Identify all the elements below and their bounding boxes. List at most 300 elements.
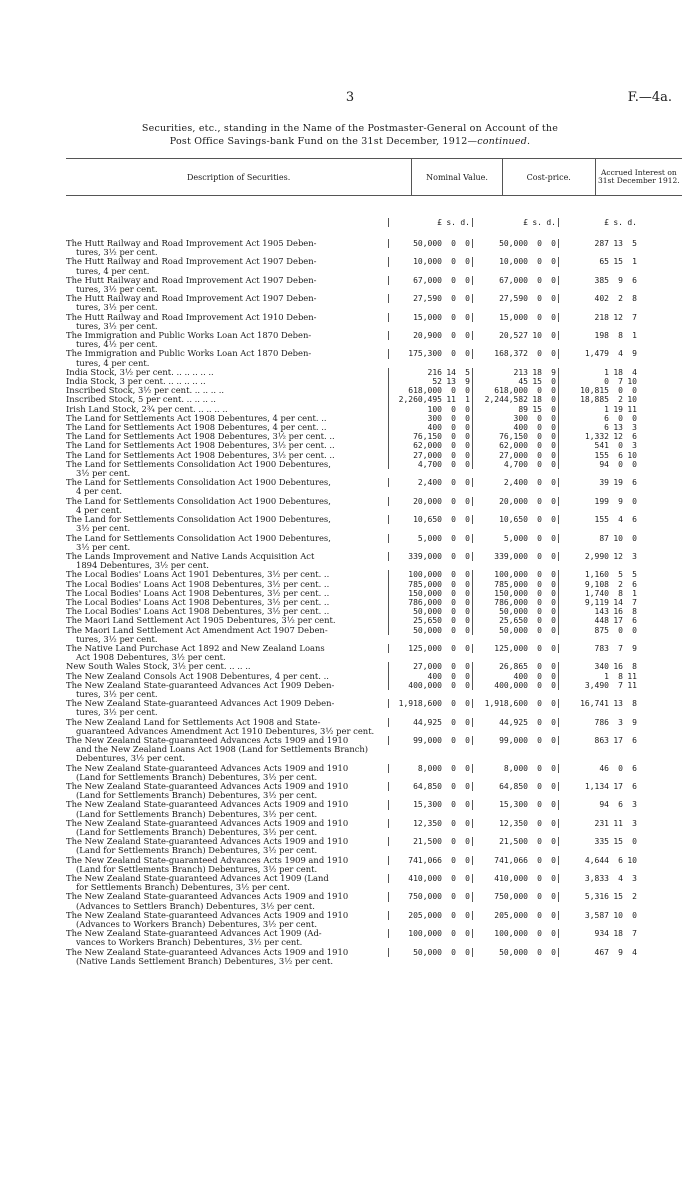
table-row (66, 782, 682, 800)
cost-price-pounds: 400 (513, 671, 528, 681)
accrued-interest-pounds: 2,990 (584, 551, 609, 561)
nominal-value-pence: 0 (465, 275, 470, 285)
nominal-value-shillings: 0 (451, 763, 456, 773)
cost-price-pence: 0 (551, 294, 556, 304)
accrued-interest (558, 580, 639, 589)
cost-price-shillings: 0 (537, 570, 542, 580)
cost-price (472, 460, 558, 469)
accrued-interest-shillings: 4 (618, 515, 623, 525)
cost-price-shillings: 0 (537, 312, 542, 322)
accrued-interest-shillings: 6 (618, 450, 623, 460)
accrued-interest-pounds: 5,316 (584, 892, 609, 902)
cost-price-pounds: 50,000 (499, 239, 528, 248)
accrued-interest (558, 672, 639, 681)
accrued-interest (558, 856, 639, 865)
nominal-value-shillings: 0 (451, 892, 456, 902)
table-header (66, 158, 682, 196)
cost-price (472, 276, 558, 285)
cost-price-shillings: 0 (537, 579, 542, 589)
description-continuation: tures, 3½ per cent. (76, 247, 158, 258)
accrued-interest (558, 294, 639, 303)
nominal-value (388, 331, 472, 340)
nominal-value (388, 819, 472, 828)
cost-price-pounds: 67,000 (499, 275, 528, 285)
accrued-interest-pounds: 402 (594, 294, 609, 304)
accrued-interest (558, 892, 639, 901)
nominal-value-pence: 0 (465, 597, 470, 607)
nominal-value-shillings: 0 (451, 423, 456, 433)
cost-price-pence: 0 (551, 699, 556, 709)
accrued-interest-shillings: 0 (618, 441, 623, 451)
accrued-interest-pounds: 155 (594, 450, 609, 460)
cost-price-shillings: 0 (537, 441, 542, 451)
accrued-interest-pence: 0 (632, 625, 637, 635)
accrued-interest-pounds: 934 (594, 929, 609, 939)
table-row (66, 800, 682, 818)
nominal-value-shillings: 0 (451, 717, 456, 727)
nominal-value (388, 892, 472, 901)
nominal-value (388, 681, 472, 690)
security-description (66, 331, 388, 349)
nominal-value-pence: 9 (465, 377, 470, 387)
table-row (66, 699, 682, 717)
accrued-interest (558, 276, 639, 285)
cost-price-shillings: 0 (537, 533, 542, 543)
nominal-value-pounds: 300 (427, 413, 442, 423)
cost-price-shillings: 0 (537, 892, 542, 902)
nominal-value-shillings: 0 (451, 588, 456, 598)
security-description (66, 699, 388, 717)
cost-price-shillings: 15 (532, 404, 542, 414)
table-row (66, 892, 682, 910)
nominal-value-shillings: 0 (451, 570, 456, 580)
accrued-interest-pounds: 18,885 (580, 395, 609, 405)
accrued-interest (558, 497, 639, 506)
cost-price-shillings: 0 (537, 349, 542, 359)
cost-price-pence: 0 (551, 404, 556, 414)
cost-price (472, 607, 558, 616)
description-line: The Hutt Railway and Road Improvement Act 1910 Deben- (66, 312, 317, 322)
accrued-interest-shillings: 12 (613, 551, 623, 561)
cost-price-pence: 0 (551, 855, 556, 865)
description-continuation: 3½ per cent. (76, 468, 131, 479)
nominal-value-pounds: 8,000 (417, 763, 442, 773)
nominal-value-pounds: 99,000 (413, 735, 442, 745)
cost-price-pence: 0 (551, 459, 556, 469)
cost-price-pence: 0 (551, 735, 556, 745)
nominal-value-pence: 0 (465, 892, 470, 902)
cost-price (472, 948, 558, 957)
accrued-interest (558, 948, 639, 957)
nominal-value-pounds: 5,000 (417, 533, 442, 543)
cost-price-pounds: 21,500 (499, 837, 528, 847)
cost-price-pounds: 50,000 (499, 625, 528, 635)
description-continuation: tures, 3½ per cent. (76, 302, 158, 313)
nominal-value-pounds: 50,000 (413, 607, 442, 617)
description-line: The New Zealand State-guaranteed Advances Acts 1909 and 1910 (66, 837, 349, 847)
security-description (66, 294, 388, 312)
nominal-value-pounds: 44,925 (413, 717, 442, 727)
description-line: Irish Land Stock, 2¾ per cent. .. .. .. .. (66, 404, 228, 414)
description-line: The Lands Improvement and Native Lands Acquisition Act (66, 551, 315, 561)
nominal-value-pounds: 750,000 (408, 892, 442, 902)
accrued-interest (558, 662, 639, 671)
nominal-value-shillings: 0 (451, 874, 456, 884)
nominal-value-shillings: 0 (451, 607, 456, 617)
cost-price (472, 377, 558, 386)
accrued-interest-pence: 8 (632, 662, 637, 672)
table-row (66, 534, 682, 552)
description-continuation: vances to Workers Branch) Debentures, 3½ per cent. (76, 937, 303, 948)
cost-price-pounds: 62,000 (499, 441, 528, 451)
accrued-interest (558, 331, 639, 340)
cost-price-shillings: 0 (537, 717, 542, 727)
security-description (66, 948, 388, 966)
nominal-value-shillings: 0 (451, 533, 456, 543)
cost-price-pounds: 26,865 (499, 662, 528, 672)
cost-price (472, 331, 558, 340)
cost-price-pence: 0 (551, 800, 556, 810)
accrued-interest-pence: 5 (632, 239, 637, 248)
cost-price-shillings: 0 (537, 643, 542, 653)
nominal-value-shillings: 0 (451, 579, 456, 589)
security-description (66, 349, 388, 367)
nominal-value-shillings: 0 (451, 496, 456, 506)
nominal-value-shillings: 0 (451, 551, 456, 561)
cost-price (472, 294, 558, 303)
accrued-interest-shillings: 13 (613, 423, 623, 433)
security-description (66, 478, 388, 496)
cost-price-pounds: 125,000 (494, 643, 528, 653)
cost-price (472, 589, 558, 598)
nominal-value (388, 662, 472, 671)
cost-price-shillings: 0 (537, 459, 542, 469)
accrued-interest-pence: 8 (632, 607, 637, 617)
description-line: The Maori Land Settlement Act 1905 Debentures, 3½ per cent. (66, 616, 336, 626)
nominal-value (388, 736, 472, 745)
accrued-interest (558, 874, 639, 883)
unit-pence: d. (627, 218, 637, 227)
accrued-interest-pounds: 1 (604, 404, 609, 414)
nominal-value-pence: 0 (465, 947, 470, 957)
unit-shilling: s. (613, 218, 623, 227)
description-line: The Local Bodies' Loans Act 1908 Debentures, 3½ per cent. .. (66, 579, 330, 589)
cost-price-shillings: 0 (537, 625, 542, 635)
description-continuation: (Land for Settlements Branch) Debentures, 3½ per cent. (76, 790, 318, 801)
description-line: The New Zealand State-guaranteed Advances Acts 1909 and 1910 (66, 800, 349, 810)
accrued-interest-pounds: 39 (599, 478, 609, 488)
accrued-interest-shillings: 7 (618, 377, 623, 387)
cost-price-pence: 0 (551, 386, 556, 396)
table-row (66, 432, 682, 441)
table-row (66, 589, 682, 598)
nominal-value (388, 432, 472, 441)
table-row (66, 395, 682, 404)
security-description (66, 736, 388, 764)
cost-price (472, 892, 558, 901)
accrued-interest-pence: 6 (632, 763, 637, 773)
security-description (66, 580, 388, 589)
table-row (66, 331, 682, 349)
cost-price-pounds: 400 (513, 423, 528, 433)
accrued-interest-pounds: 199 (594, 496, 609, 506)
accrued-interest-pounds: 4,644 (584, 855, 609, 865)
accrued-interest-shillings: 19 (613, 404, 623, 414)
accrued-interest (558, 441, 639, 450)
cost-price-pence: 0 (551, 929, 556, 939)
cost-price-shillings: 10 (532, 331, 542, 341)
accrued-interest-pence: 3 (632, 874, 637, 884)
accrued-interest-pence: 11 (627, 671, 637, 681)
table-row (66, 874, 682, 892)
accrued-interest-pounds: 1,740 (584, 588, 609, 598)
nominal-value (388, 414, 472, 423)
description-continuation: (Land for Settlements Branch) Debentures, 3½ per cent. (76, 827, 318, 837)
header-cost: Cost-price. (502, 159, 595, 196)
nominal-value-shillings: 0 (451, 294, 456, 304)
accrued-interest-pence: 9 (632, 643, 637, 653)
accrued-interest-pence: 6 (632, 616, 637, 626)
description-line: The Local Bodies' Loans Act 1908 Debentures, 3½ per cent. .. (66, 588, 330, 598)
table-row (66, 580, 682, 589)
description-continuation: tures, 3½ per cent. (76, 707, 158, 718)
accrued-interest-pence: 3 (632, 818, 637, 828)
cost-price-shillings: 0 (537, 413, 542, 423)
nominal-value-pounds: 339,000 (408, 551, 442, 561)
accrued-interest-shillings: 8 (618, 588, 623, 598)
accrued-interest-pounds: 155 (594, 515, 609, 525)
table-row (66, 626, 682, 644)
nominal-value (388, 313, 472, 322)
cost-price (472, 662, 558, 671)
nominal-value-shillings: 0 (451, 680, 456, 690)
cost-price-shillings: 0 (537, 515, 542, 525)
description-line: The Land for Settlements Act 1908 Debentures, 3½ per cent. .. (66, 441, 335, 451)
accrued-interest (558, 644, 639, 653)
security-description (66, 837, 388, 855)
cost-price (472, 239, 558, 248)
header-accrued: Accrued Interest on 31st December 1912. (595, 159, 682, 196)
accrued-interest-pence: 6 (632, 432, 637, 442)
nominal-value-pence: 0 (465, 515, 470, 525)
cost-price-pounds: 89 (518, 404, 528, 414)
accrued-interest-pounds: 335 (594, 837, 609, 847)
accrued-interest-pounds: 1 (604, 367, 609, 377)
cost-price (472, 699, 558, 708)
cost-price-pence: 0 (551, 837, 556, 847)
cost-price-shillings: 0 (537, 551, 542, 561)
cost-price-pence: 0 (551, 496, 556, 506)
description-line: The Immigration and Public Works Loan Act 1870 Deben- (66, 349, 312, 359)
accrued-interest-pence: 11 (627, 680, 637, 690)
cost-price-pounds: 2,400 (503, 478, 528, 488)
cost-price (472, 386, 558, 395)
accrued-interest (558, 929, 639, 938)
nominal-value-shillings: 0 (451, 275, 456, 285)
accrued-interest-shillings: 17 (613, 735, 623, 745)
nominal-value-shillings: 0 (451, 910, 456, 920)
accrued-interest-pounds: 218 (594, 312, 609, 322)
cost-price (472, 580, 558, 589)
accrued-interest-pence: 7 (632, 929, 637, 939)
accrued-interest-pence: 10 (627, 377, 637, 387)
nominal-value-shillings: 0 (451, 699, 456, 709)
nominal-value-pence: 0 (465, 763, 470, 773)
nominal-value-pounds: 100 (427, 404, 442, 414)
cost-price (472, 570, 558, 579)
nominal-value (388, 589, 472, 598)
cost-price-pounds: 741,066 (494, 855, 528, 865)
cost-price-pounds: 100,000 (494, 570, 528, 580)
accrued-interest-pence: 1 (632, 588, 637, 598)
nominal-value (388, 616, 472, 625)
nominal-value (388, 377, 472, 386)
table-row (66, 607, 682, 616)
nominal-value-shillings: 0 (451, 929, 456, 939)
description-line: The New Zealand Land for Settlements Act 1908 and State- (66, 717, 321, 727)
accrued-interest-pence: 0 (632, 533, 637, 543)
nominal-value (388, 368, 472, 377)
cost-price-pounds: 15,300 (499, 800, 528, 810)
description-line: The New Zealand State-guaranteed Advances Act 1909 (Land (66, 874, 329, 884)
accrued-interest (558, 782, 639, 791)
page-title (40, 122, 660, 148)
nominal-value-pounds: 785,000 (408, 579, 442, 589)
security-description (66, 497, 388, 515)
nominal-value-shillings: 0 (451, 616, 456, 626)
accrued-interest-pounds: 46 (599, 763, 609, 773)
nominal-value-pounds: 27,000 (413, 450, 442, 460)
cost-price-pence: 0 (551, 432, 556, 442)
accrued-interest-pounds: 9,108 (584, 579, 609, 589)
table-row (66, 515, 682, 533)
table-row (66, 377, 682, 386)
accrued-interest-pence: 8 (632, 699, 637, 709)
header-nominal: Nominal Value. (412, 159, 503, 196)
accrued-interest-pence: 7 (632, 312, 637, 322)
accrued-interest-shillings: 18 (613, 929, 623, 939)
accrued-interest-shillings: 15 (613, 892, 623, 902)
description-line: The New Zealand State-guaranteed Advances Act 1909 Deben- (66, 699, 335, 709)
cost-price-pence: 0 (551, 349, 556, 359)
cost-price (472, 451, 558, 460)
nominal-value (388, 699, 472, 708)
description-line: The New Zealand State-guaranteed Advances Acts 1909 and 1910 (66, 855, 349, 865)
security-description (66, 368, 388, 377)
cost-price-shillings: 18 (532, 367, 542, 377)
cost-price (472, 718, 558, 727)
accrued-interest-pence: 2 (632, 892, 637, 902)
nominal-value-pounds: 410,000 (408, 874, 442, 884)
accrued-interest (558, 377, 639, 386)
table-row (66, 349, 682, 367)
nominal-value (388, 837, 472, 846)
cost-price (472, 911, 558, 920)
cost-price-shillings: 0 (537, 855, 542, 865)
nominal-value-pounds: 62,000 (413, 441, 442, 451)
accrued-interest-pence: 10 (627, 855, 637, 865)
cost-price-shillings: 0 (537, 275, 542, 285)
accrued-interest (558, 819, 639, 828)
cost-price-shillings: 0 (537, 386, 542, 396)
cost-price (472, 368, 558, 377)
description-line: The New Zealand State-guaranteed Advances Acts 1909 and 1910 (66, 910, 349, 920)
security-description (66, 395, 388, 404)
table-row (66, 736, 682, 764)
security-description (66, 589, 388, 598)
cost-price-pence: 0 (551, 515, 556, 525)
accrued-interest (558, 837, 639, 846)
description-continuation: tures, 4½ per cent. (76, 339, 158, 350)
nominal-value-shillings: 0 (451, 331, 456, 341)
cost-price (472, 478, 558, 487)
table-row (66, 257, 682, 275)
security-description (66, 644, 388, 662)
nominal-value (388, 534, 472, 543)
security-description (66, 892, 388, 910)
accrued-interest (558, 386, 639, 395)
description-continuation: tures, 3½ per cent. (76, 633, 158, 644)
cost-price-pence: 0 (551, 643, 556, 653)
accrued-interest-shillings: 17 (613, 616, 623, 626)
cost-price-pounds: 64,850 (499, 781, 528, 791)
cost-price (472, 552, 558, 561)
nominal-value (388, 948, 472, 957)
nominal-value-pounds: 125,000 (408, 643, 442, 653)
accrued-interest-pounds: 198 (594, 331, 609, 341)
nominal-value (388, 672, 472, 681)
cost-price-shillings: 0 (537, 607, 542, 617)
cost-price-pounds: 20,527 (499, 331, 528, 341)
cost-price (472, 764, 558, 773)
nominal-value-pence: 0 (465, 855, 470, 865)
table-row (66, 662, 682, 671)
cost-price-pence: 0 (551, 395, 556, 405)
accrued-interest (558, 800, 639, 809)
accrued-interest-pounds: 87 (599, 533, 609, 543)
table-row (66, 681, 682, 699)
description-line: The Immigration and Public Works Loan Act 1870 Deben- (66, 331, 312, 341)
title-continued: continued. (477, 136, 531, 147)
security-description (66, 662, 388, 671)
table-row (66, 598, 682, 607)
nominal-value-shillings: 0 (451, 450, 456, 460)
description-line: The Hutt Railway and Road Improvement Act 1907 Deben- (66, 294, 317, 304)
nominal-value-pence: 0 (465, 607, 470, 617)
nominal-value (388, 276, 472, 285)
accrued-interest-shillings: 9 (618, 947, 623, 957)
description-line: The New Zealand State-guaranteed Advances Act 1909 Deben- (66, 680, 335, 690)
title-line-2-text: Post Office Savings-bank Fund on the 31st December, 1912— (169, 136, 478, 147)
title-line-2 (40, 135, 660, 148)
cost-price-pounds: 400,000 (494, 680, 528, 690)
security-description (66, 782, 388, 800)
nominal-value (388, 386, 472, 395)
accrued-interest-pounds: 94 (599, 800, 609, 810)
accrued-interest-pounds: 786 (594, 717, 609, 727)
nominal-value-pence: 0 (465, 588, 470, 598)
cost-price (472, 405, 558, 414)
accrued-interest-shillings: 17 (613, 781, 623, 791)
accrued-interest-pence: 3 (632, 551, 637, 561)
accrued-interest-pounds: 1,134 (584, 781, 609, 791)
table-row (66, 497, 682, 515)
table-row (66, 570, 682, 579)
nominal-value-pounds: 1,918,600 (398, 699, 442, 709)
description-continuation: (Native Lands Settlement Branch) Debentures, 3½ per cent. (76, 955, 334, 966)
cost-price (472, 534, 558, 543)
cost-price-pounds: 150,000 (494, 588, 528, 598)
